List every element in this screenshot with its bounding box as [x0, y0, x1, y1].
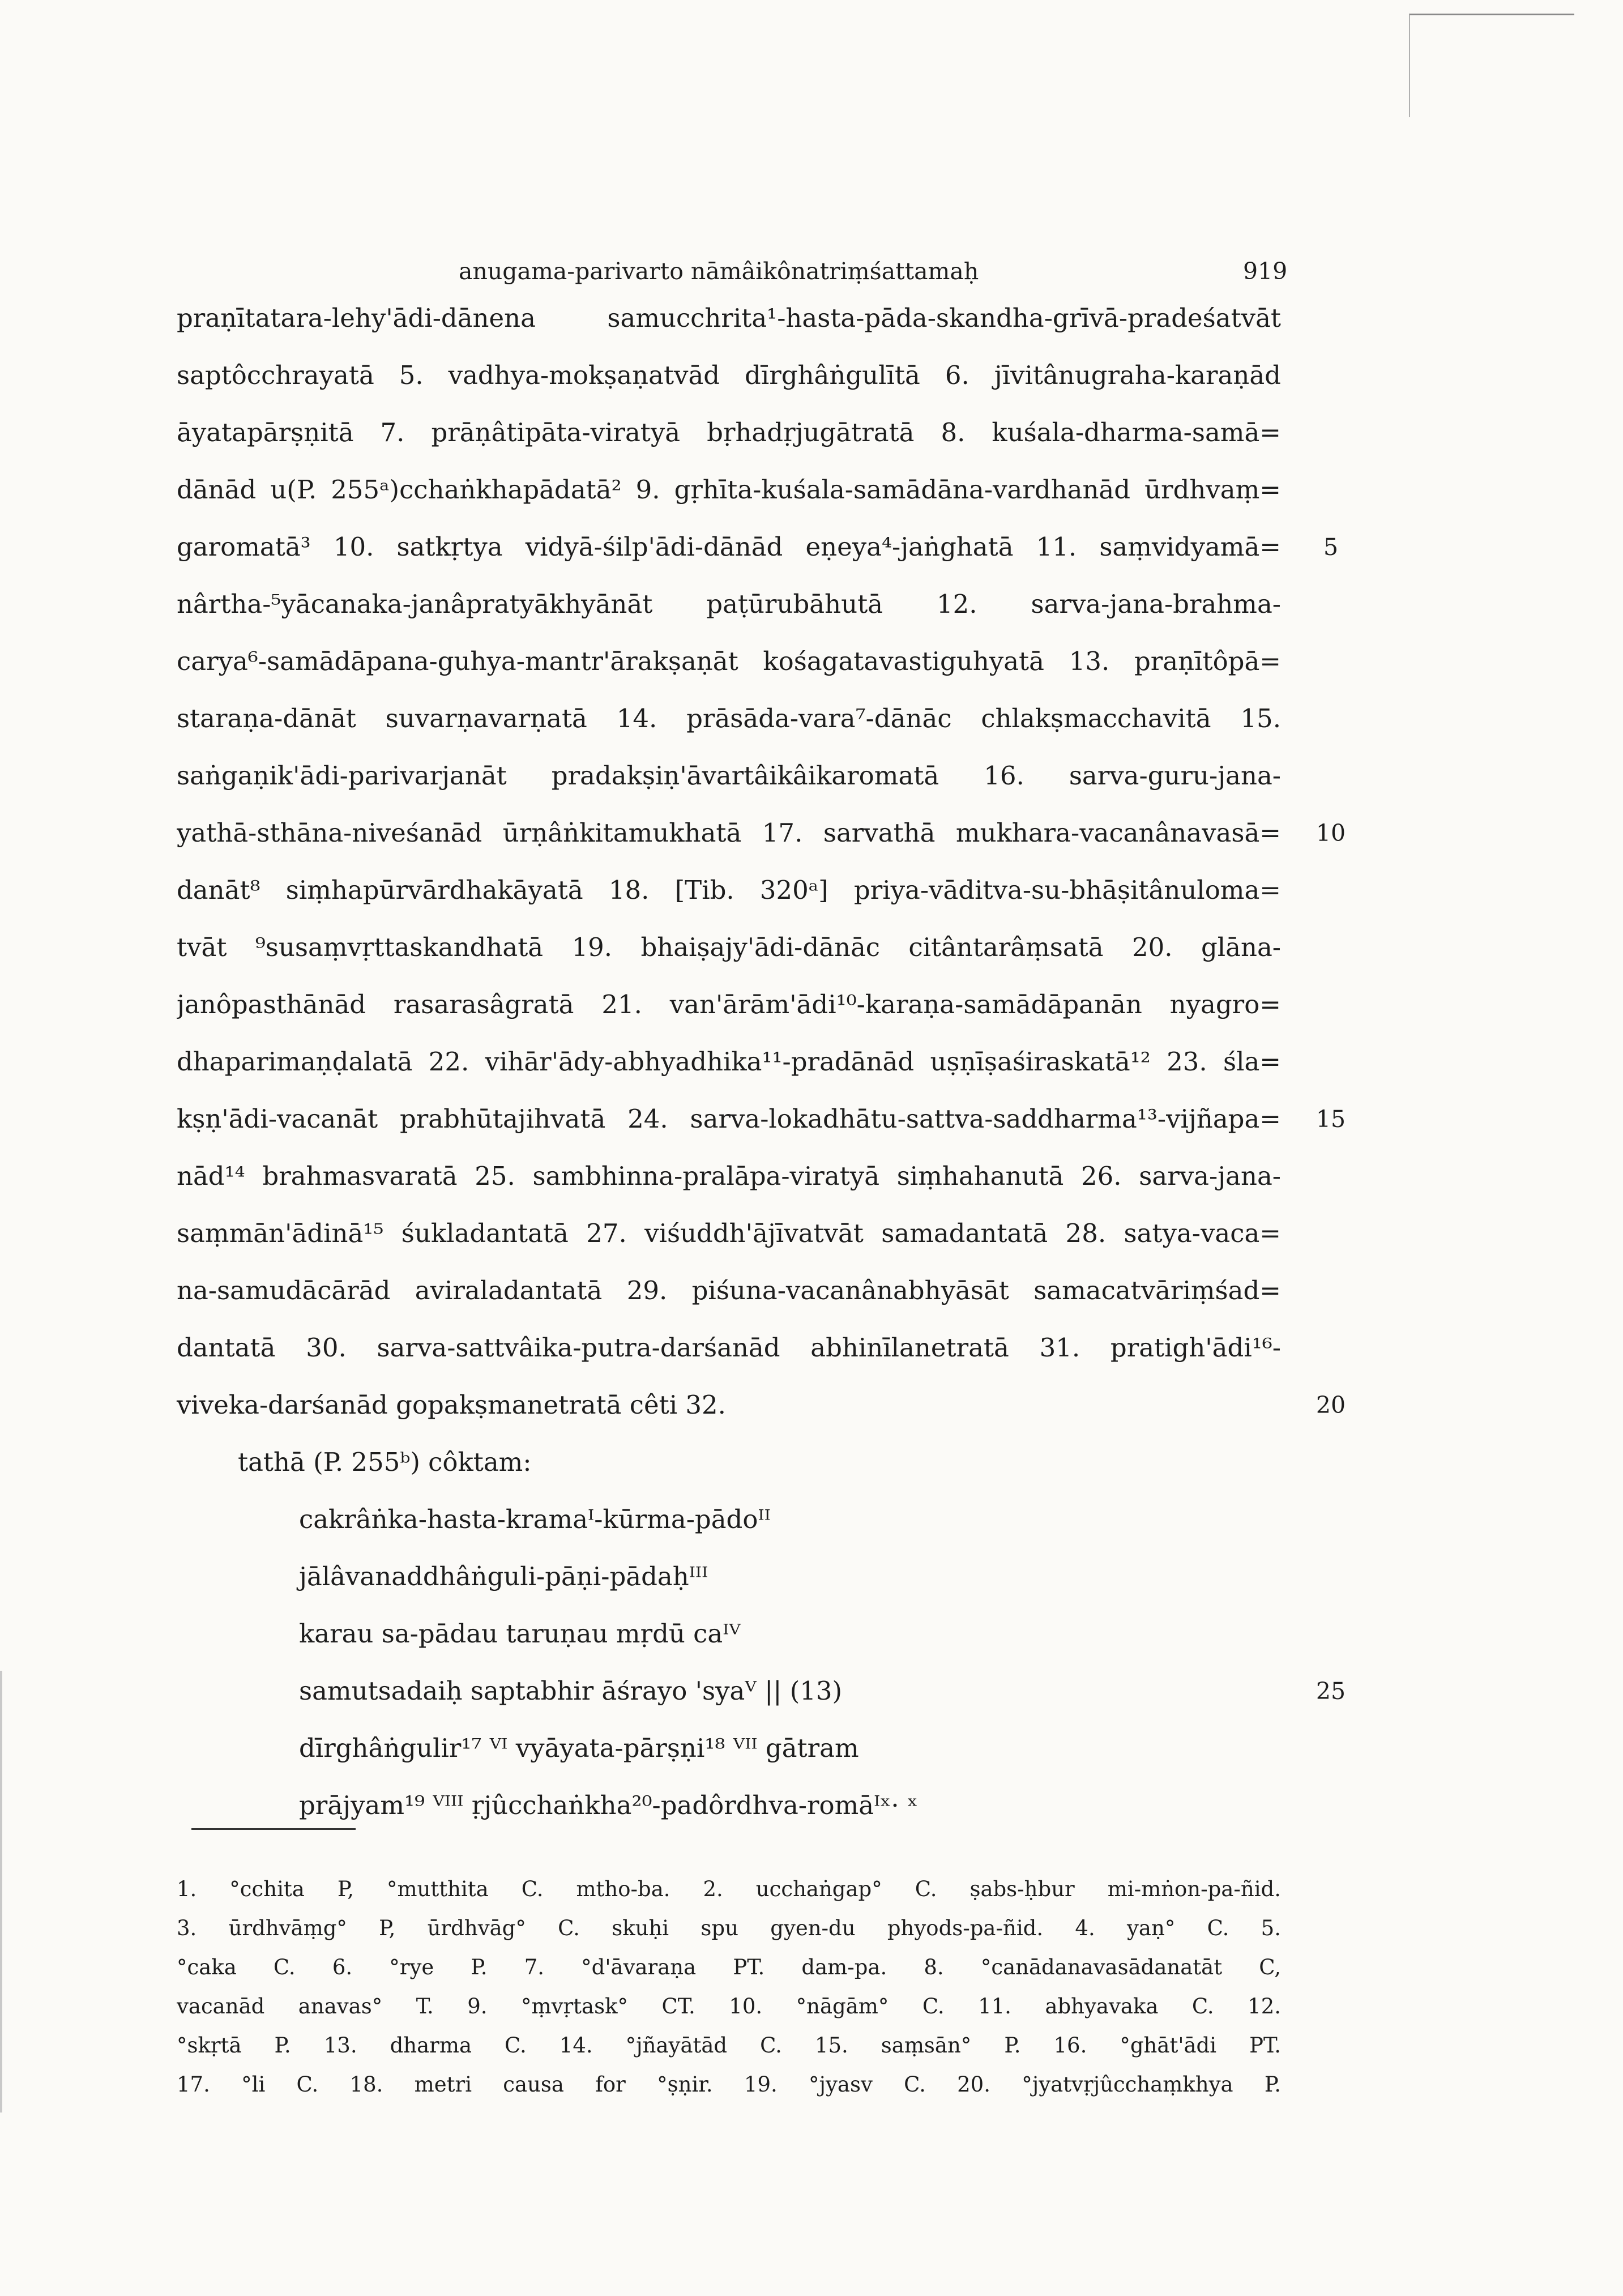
verse-line: karau sa-pādau taruṇau mṛdū caᴵⱽ	[299, 1619, 741, 1649]
text-line: nârtha-⁵yācanaka-janâpratyākhyānāt paṭūrubāhutā 12. sarva-jana-brahma-	[177, 589, 1281, 619]
page-header	[0, 258, 1623, 292]
text-line: dānād u(P. 255ᵃ)cchaṅkhapādatā² 9. gṛhīta-kuśala-samādāna-vardhanād ūrdhvaṃ=	[177, 475, 1281, 505]
text-line: danāt⁸ siṃhapūrvārdhakāyatā 18. [Tib. 320ᵃ] priya-vāditva-su-bhāṣitânulomа=	[177, 875, 1281, 905]
verse-line: samutsadaiḥ saptabhir āśrayo 'syaⱽ || (13)	[299, 1676, 843, 1706]
text-line: kṣṇ'ādi-vacanāt prabhūtajihvatā 24. sarva-lokadhātu-sattva-saddharma¹³-vijñapa=	[177, 1104, 1281, 1134]
text-line: saṅgaṇik'ādi-parivarjanāt pradakṣiṇ'āvartâikâikaromatā 16. sarva-guru-jana-	[177, 761, 1281, 791]
verse-line: cakrâṅka-hasta-kramaᴵ-kūrma-pādoᴵᴵ	[299, 1504, 771, 1534]
text-line: nād¹⁴ brahmasvaratā 25. sambhinna-pralāpa-viratyā siṃhahanutā 26. sarva-jana-	[177, 1161, 1281, 1191]
text-line: dantatā 30. sarva-sattvâika-putra-darśanād abhinīlanetratā 31. pratigh'ādi¹⁶-	[177, 1333, 1281, 1363]
running-title: anugama-parivarto nāmâikônatriṃśattamaḥ	[459, 258, 979, 285]
verse-line: jālâvanaddhâṅguli-pāṇi-pādaḥᴵᴵᴵ	[299, 1561, 708, 1591]
text-line: staraṇa-dānāt suvarṇavarṇatā 14. prāsāda-vara⁷-dānāc chlakṣmacchavitā 15.	[177, 703, 1281, 733]
line-number: 5	[1323, 534, 1339, 561]
line-number: 20	[1316, 1392, 1346, 1419]
text-line: carya⁶-samādāpana-guhya-mantr'ārakṣaṇāt kośagatavastiguhyatā 13. praṇītôpā=	[177, 646, 1281, 676]
footnote-line: °skṛtā P. 13. dharma C. 14. °jñayātād C. 15. saṃsān° P. 16. °ghāt'ādi PT.	[177, 2033, 1281, 2058]
footnote-rule	[191, 1828, 356, 1830]
verse-intro: tathā (P. 255ᵇ) côktam:	[238, 1447, 532, 1477]
footnote-line: 17. °li C. 18. metri causa for °ṣṇir. 19. °jyasv C. 20. °jyatvṛjûcchaṃkhya P.	[177, 2072, 1281, 2097]
footnote-line: 3. ūrdhvāṃg° P, ūrdhvāg° C. skuḥi spu gyen-du phyods-pa-ñid. 4. yaṇ° C. 5.	[177, 1916, 1281, 1940]
scan-edge-mark	[1409, 14, 1574, 117]
text-line: praṇītatara-lehy'ādi-dānena samucchrita¹-hasta-pāda-skandha-grīvā-pradeśatvāt	[177, 303, 1281, 333]
line-number: 10	[1316, 820, 1346, 847]
text-line: garomatā³ 10. satkṛtya vidyā-śilp'ādi-dānād eṇeya⁴-jaṅghatā 11. saṃvidyamā=	[177, 532, 1281, 562]
text-line: saptôcchrayatā 5. vadhya-mokṣaṇatvād dīrghâṅgulītā 6. jīvitânugraha-karaṇād	[177, 360, 1281, 390]
footnote-line: °caka C. 6. °rye P. 7. °d'āvaraṇa PT. dam-pa. 8. °canādanavasādanatāt C,	[177, 1955, 1281, 1979]
scan-margin-mark	[0, 1671, 2, 2113]
text-line: na-samudācārād aviraladantatā 29. piśuna-vacanânabhyāsāt samacatvāriṃśad=	[177, 1275, 1281, 1305]
text-line: yathā-sthāna-niveśanād ūrṇâṅkitamukhatā 17. sarvathā mukhara-vacanânavasā=	[177, 818, 1281, 848]
text-line: viveka-darśanād gopakṣmanetratā cêti 32.	[177, 1390, 726, 1420]
line-number: 25	[1316, 1678, 1346, 1705]
footnote-line: vacanād anavas° T. 9. °ṃvṛtask° CT. 10. °nāgām° C. 11. abhyavaka C. 12.	[177, 1994, 1281, 2018]
text-line: janôpasthānād rasarasâgratā 21. van'ārām'ādi¹⁰-karaṇa-samādāpanān nyagro=	[177, 989, 1281, 1019]
text-line: dhaparimaṇḍalatā 22. vihār'ādy-abhyadhika¹¹-pradānād uṣṇīṣaśiraskatā¹² 23. śla=	[177, 1047, 1281, 1077]
text-line: tvāt ⁹susaṃvṛttaskandhatā 19. bhaiṣajy'ādi-dānāc citântarâṃsatā 20. glāna-	[177, 932, 1281, 962]
footnote-line: 1. °cchita P, °mutthita C. mtho-ba. 2. ucchaṅgap° C. ṣabs-ḥbur mi-mṅon-pa-ñid.	[177, 1877, 1281, 1901]
text-line: saṃmān'ādinā¹⁵ śukladantatā 27. viśuddh'ājīvatvāt samadantatā 28. satya-vaca=	[177, 1218, 1281, 1248]
page-number: 919	[1243, 258, 1288, 285]
line-number: 15	[1316, 1106, 1346, 1133]
verse-line: dīrghâṅgulir¹⁷ ⱽᴵ vyāyata-pārṣṇi¹⁸ ⱽᴵᴵ gātram	[299, 1733, 859, 1763]
verse-line: prājyam¹⁹ ⱽᴵᴵᴵ ṛjûcchaṅkha²⁰-padôrdhva-romāᴵˣ· ˣ	[299, 1790, 919, 1820]
text-line: āyatapārṣṇitā 7. prāṇâtipāta-viratyā bṛhadṛjugātratā 8. kuśala-dharma-samā=	[177, 417, 1281, 447]
